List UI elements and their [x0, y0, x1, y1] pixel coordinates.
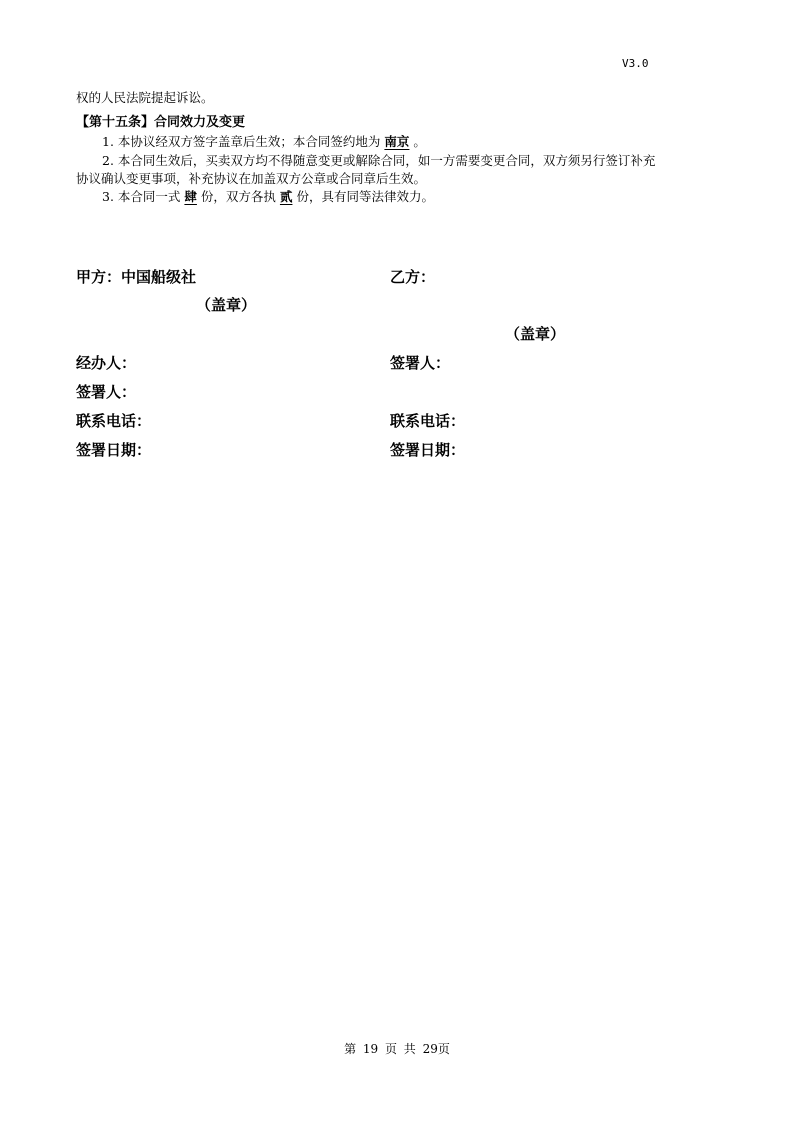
clause-1 — [102, 133, 426, 150]
copies-each-value: 贰 — [279, 189, 293, 204]
clause-2-line-1: 2. 本合同生效后，买卖双方均不得随意变更或解除合同，如一方需要变更合同，双方须另行签订补充 — [102, 153, 656, 168]
party-b-phone: 联系电话： — [390, 412, 466, 430]
clause-2-line-2: 协议确认变更事项，补充协议在加盖双方公章或合同章后生效。 — [76, 171, 427, 186]
copies-total-value: 肆 — [184, 189, 197, 204]
party-b-seal: （盖章） — [505, 325, 566, 343]
signing-place-value: 南京 — [384, 134, 410, 149]
clause-3-suffix: 份，具有同等法律效力。 — [296, 189, 434, 204]
party-b-signer: 签署人： — [390, 354, 451, 372]
party-b-date: 签署日期： — [390, 441, 466, 459]
section-title: 【第十五条】合同效力及变更 — [76, 115, 246, 130]
party-a-date: 签署日期： — [76, 441, 152, 459]
party-b-label: 乙方： — [390, 268, 436, 286]
version-label: V3.0 — [622, 57, 649, 70]
clause-3 — [102, 188, 434, 205]
party-a-signer: 签署人： — [76, 383, 137, 401]
party-a-label: 甲方：中国船级社 — [76, 268, 197, 286]
party-a-phone: 联系电话： — [76, 412, 152, 430]
clause-1-suffix: 。 — [413, 134, 426, 149]
clause-3-prefix: 3. 本合同一式 — [102, 189, 181, 204]
continuation-text: 权的人民法院提起诉讼。 — [76, 90, 214, 105]
page-number: 第 19 页 共 29页 — [344, 1042, 450, 1056]
clause-3-mid: 份，双方各执 — [200, 189, 276, 204]
clause-1-prefix: 1. 本协议经双方签字盖章后生效；本合同签约地为 — [102, 134, 381, 149]
party-a-seal: （盖章） — [196, 296, 257, 314]
party-a-handler: 经办人： — [76, 354, 137, 372]
